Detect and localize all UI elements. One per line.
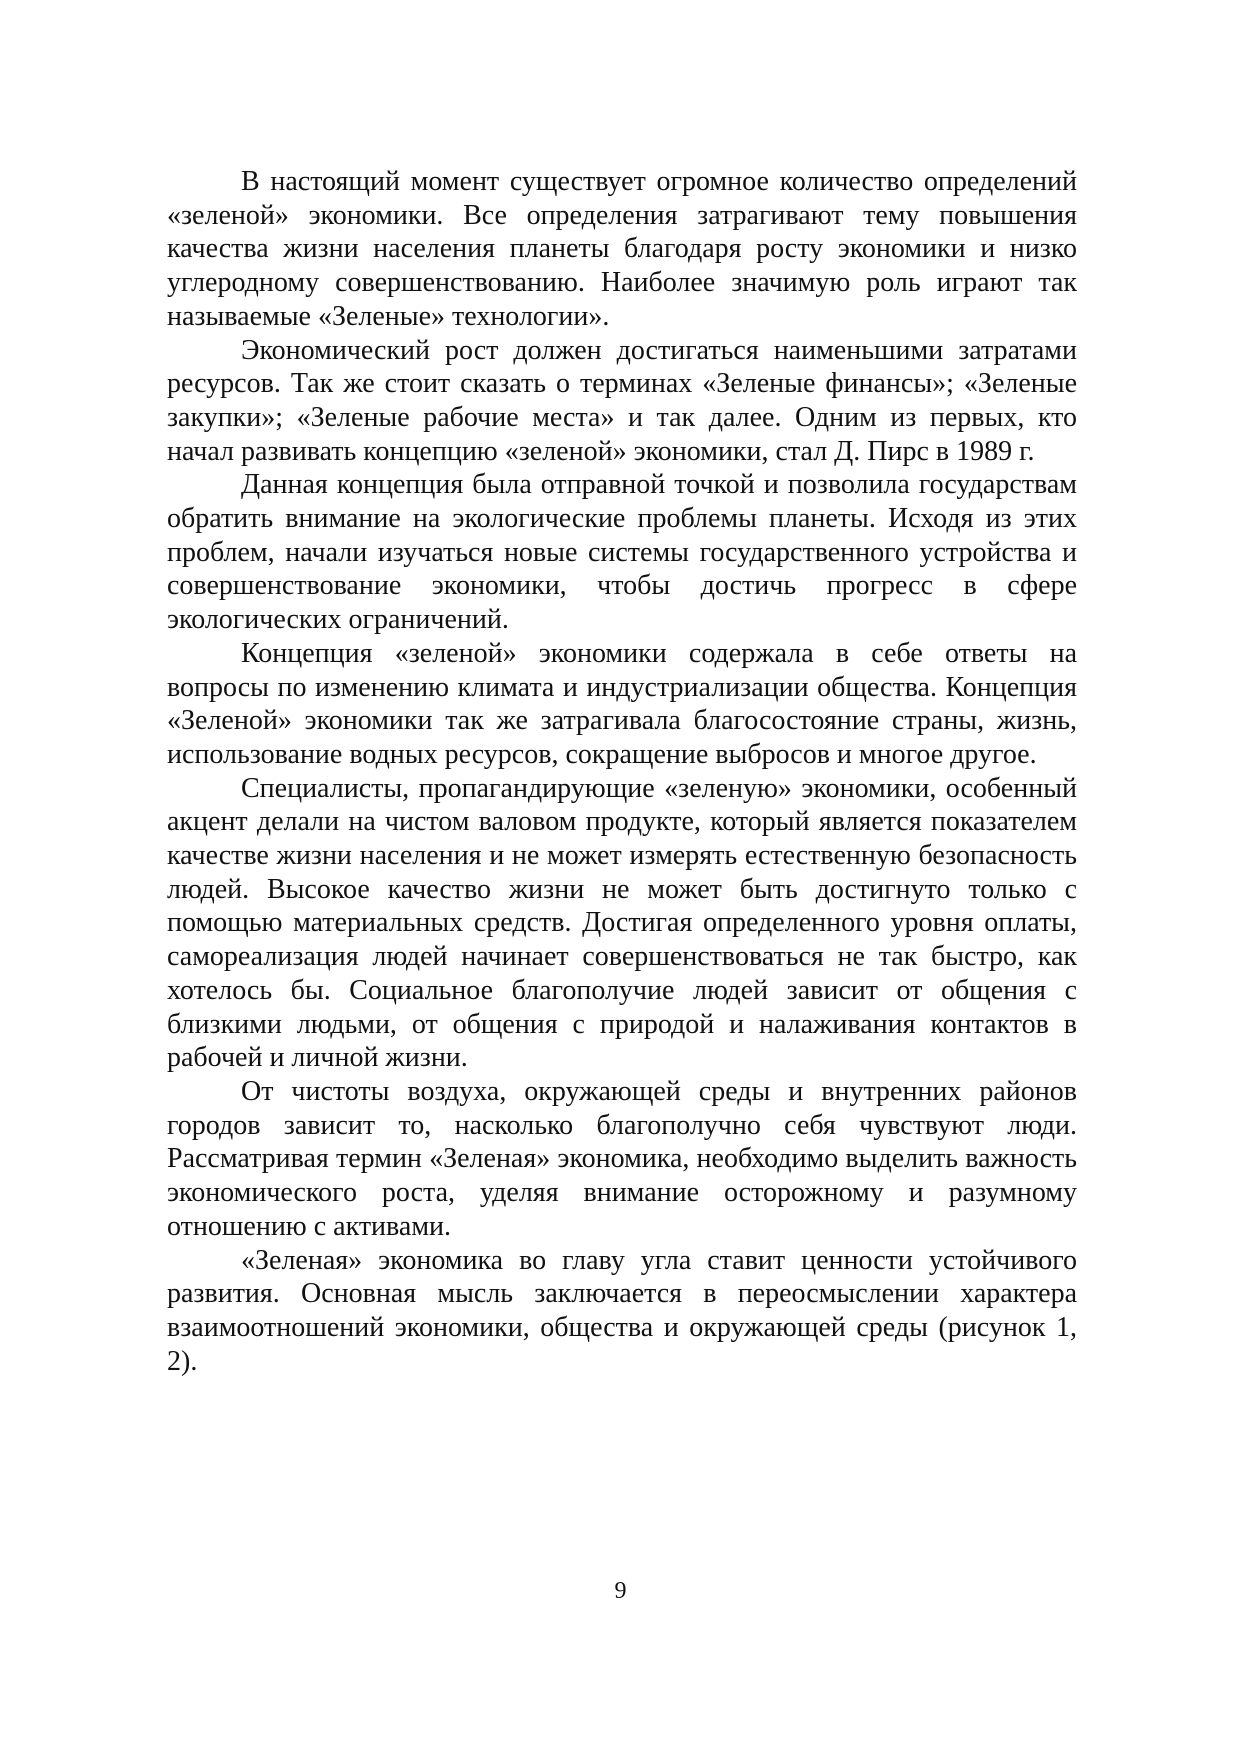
paragraph-5: Специалисты, пропагандирующие «зеленую» экономики, особенный акцент делали на чистом валовом продукте, который является показателем качестве жизни населения и не может измерять естественную безопасность людей. Высокое качество жизни не может быть достигнуто только с помощью материальных средств. Достигая определенного уровня оплаты, самореализация людей начинает совершенствоваться не так быстро, как хотелось бы. Социальное благополучие людей зависит от общения с близкими людьми, от общения с природой и налаживания контактов в рабочей и личной жизни. [167,772,1077,1074]
paragraph-6: От чистоты воздуха, окружающей среды и внутренних районов городов зависит то, насколько благополучно себя чувствуют люди. Рассматривая термин «Зеленая» экономика, необходимо выделить важность экономического роста, уделяя внимание осторожному и разумному отношению с активами. [167,1075,1077,1242]
paragraph-2: Экономический рост должен достигаться наименьшими затратами ресурсов. Так же стоит сказать о терминах «Зеленые финансы»; «Зеленые закупки»; «Зеленые рабочие места» и так далее. Одним из первых, кто начал развивать концепцию «зеленой» экономики, стал Д. Пирс в 1989 г. [167,334,1077,467]
paragraph-4: Концепция «зеленой» экономики содержала в себе ответы на вопросы по изменению климата и индустриализации общества. Концепция «Зеленой» экономики так же затрагивала благосостояние страны, жизнь, использование водных ресурсов, сокращение выбросов и многое другое. [167,637,1077,770]
paragraph-7: «Зеленая» экономика во главу угла ставит ценности устойчивого развития. Основная мысль заключается в переосмыслении характера взаимоотношений экономики, общества и окружающей среды (рисунок 1, 2). [167,1244,1077,1377]
document-body [167,165,1077,1378]
paragraph-3: Данная концепция была отправной точкой и позволила государствам обратить внимание на экологические проблемы планеты. Исходя из этих проблем, начали изучаться новые системы государственного устройства и совершенствование экономики, чтобы достичь прогресс в сфере экологических ограничений. [167,469,1077,636]
page-number: 9 [614,1578,627,1604]
paragraph-1: В настоящий момент существует огромное количество определений «зеленой» экономики. Все определения затрагивают тему повышения качества жизни населения планеты благодаря росту экономики и низко углеродному совершенствованию. Наиболее значимую роль играют так называемые «Зеленые» технологии». [167,166,1077,332]
